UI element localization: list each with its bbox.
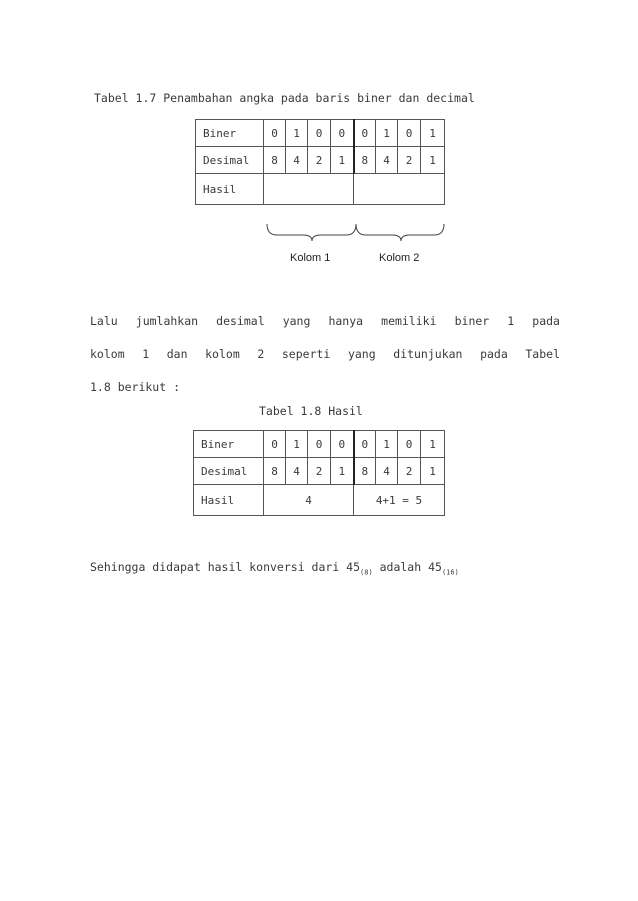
- table2: [193, 430, 445, 516]
- biner-cell: 1: [286, 431, 308, 458]
- paragraph-line-2: kolom 1 dan kolom 2 seperti yang ditunjukan pada Tabel: [90, 347, 560, 361]
- biner-cell: 1: [286, 120, 308, 147]
- conclusion-sub-base8: (8): [360, 568, 373, 577]
- table1-caption: Tabel 1.7 Penambahan angka pada baris biner dan decimal: [94, 91, 475, 105]
- conclusion: [90, 560, 459, 576]
- biner-cell: 0: [308, 120, 331, 147]
- desimal-cell: 4: [376, 147, 398, 174]
- table1-row-desimal: [196, 147, 445, 174]
- desimal-cell: 4: [286, 147, 308, 174]
- desimal-cell: 1: [421, 147, 445, 174]
- hasil-cell-kolom-1: 4: [264, 485, 354, 516]
- hasil-cell-kolom-1: [264, 174, 354, 205]
- row-label: Desimal: [196, 147, 264, 174]
- conclusion-text-1: Sehingga didapat hasil konversi dari 45: [90, 560, 361, 574]
- paragraph-line-1: Lalu jumlahkan desimal yang hanya memiliki biner 1 pada: [90, 314, 560, 328]
- table1-row-biner: [196, 120, 445, 147]
- desimal-cell: 2: [398, 147, 421, 174]
- desimal-cell: 1: [331, 147, 354, 174]
- desimal-cell: 8: [264, 458, 286, 485]
- hasil-cell-kolom-2: 4+1 = 5: [354, 485, 445, 516]
- conclusion-sub-base16: (16): [441, 568, 459, 577]
- biner-cell: 1: [376, 431, 398, 458]
- brace-kolom-1: [267, 224, 356, 241]
- brace-kolom-2: [356, 224, 444, 241]
- biner-cell: 0: [331, 431, 354, 458]
- row-label: Hasil: [194, 485, 264, 516]
- table2-row-biner: [194, 431, 445, 458]
- row-label: Biner: [196, 120, 264, 147]
- row-label: Hasil: [196, 174, 264, 205]
- desimal-cell: 8: [354, 147, 376, 174]
- desimal-cell: 2: [398, 458, 421, 485]
- biner-cell: 0: [331, 120, 354, 147]
- brace-label-kolom-2: Kolom 2: [379, 252, 420, 264]
- desimal-cell: 8: [354, 458, 376, 485]
- biner-cell: 1: [421, 431, 445, 458]
- biner-cell: 0: [264, 431, 286, 458]
- table1-row-hasil: [196, 174, 445, 205]
- desimal-cell: 4: [286, 458, 308, 485]
- desimal-cell: 4: [376, 458, 398, 485]
- biner-cell: 1: [421, 120, 445, 147]
- biner-cell: 1: [376, 120, 398, 147]
- row-label: Desimal: [194, 458, 264, 485]
- desimal-cell: 1: [331, 458, 354, 485]
- desimal-cell: 2: [308, 458, 331, 485]
- conclusion-text-2: adalah 45: [372, 560, 442, 574]
- desimal-cell: 8: [264, 147, 286, 174]
- desimal-cell: 2: [308, 147, 331, 174]
- paragraph-line-3: 1.8 berikut :: [90, 380, 181, 394]
- table2-row-desimal: [194, 458, 445, 485]
- biner-cell: 0: [264, 120, 286, 147]
- desimal-cell: 1: [421, 458, 445, 485]
- biner-cell: 0: [308, 431, 331, 458]
- biner-cell: 0: [354, 120, 376, 147]
- biner-cell: 0: [398, 120, 421, 147]
- row-label: Biner: [194, 431, 264, 458]
- biner-cell: 0: [398, 431, 421, 458]
- hasil-cell-kolom-2: [354, 174, 445, 205]
- table2-caption: Tabel 1.8 Hasil: [259, 404, 363, 418]
- table2-row-hasil: [194, 485, 445, 516]
- brace-label-kolom-1: Kolom 1: [290, 252, 331, 264]
- table1: [195, 119, 445, 205]
- biner-cell: 0: [354, 431, 376, 458]
